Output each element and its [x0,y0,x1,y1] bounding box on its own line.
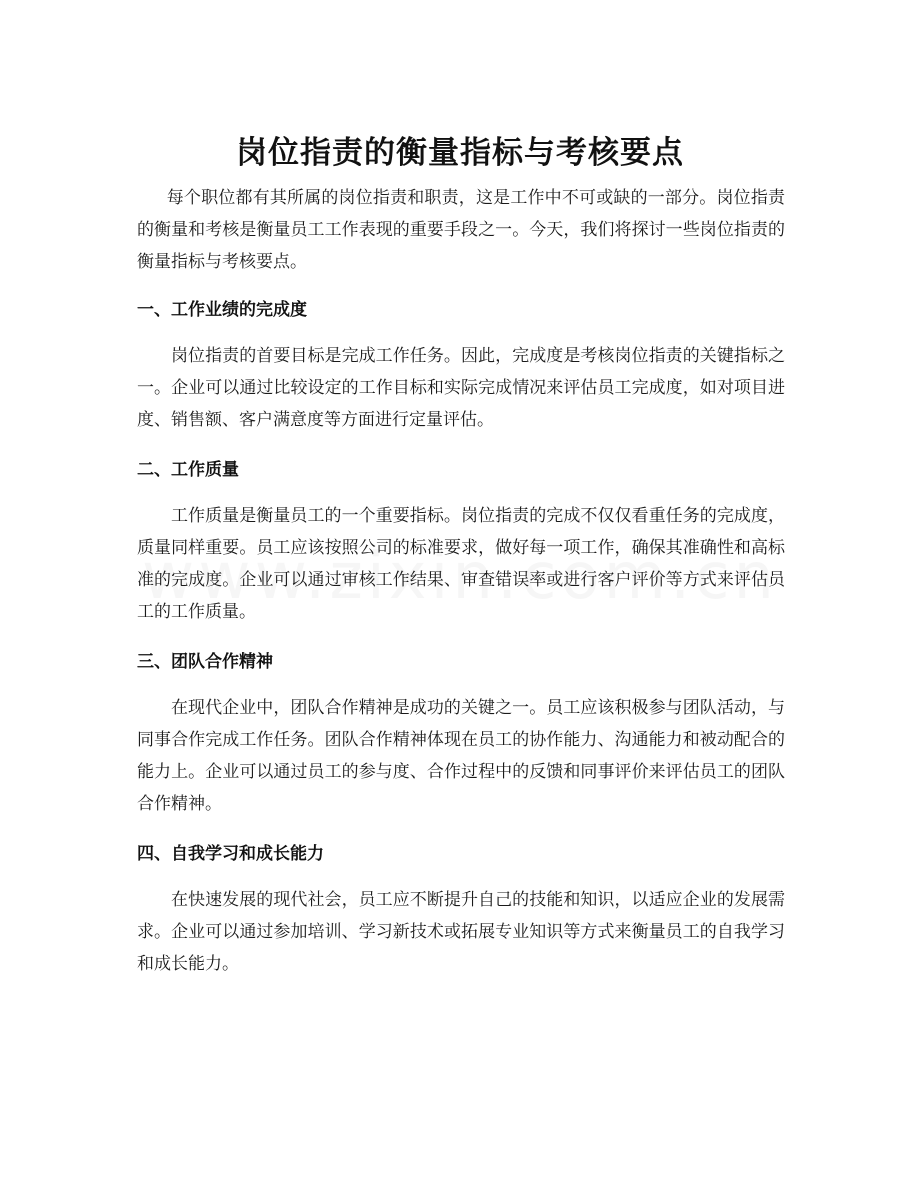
section-paragraph: 岗位指责的首要目标是完成工作任务。因此，完成度是考核岗位指责的关键指标之一。企业可以通过比较设定的工作目标和实际完成情况来评估员工完成度，如对项目进度、销售额、客户满意度等方面进行定量评估。 [137,346,785,430]
section-quality [137,458,785,628]
section-paragraph: 工作质量是衡量员工的一个重要指标。岗位指责的完成不仅仅看重任务的完成度，质量同样重要。员工应该按照公司的标准要求，做好每一项工作，确保其准确性和高标准的完成度。企业可以通过审核工作结果、审查错误率或进行客户评价等方式来评估员工的工作质量。 [137,506,785,622]
intro-paragraph: 每个职位都有其所属的岗位指责和职责，这是工作中不可或缺的一部分。岗位指责的衡量和考核是衡量员工工作表现的重要手段之一。今天，我们将探讨一些岗位指责的衡量指标与考核要点。 [137,188,785,272]
section-heading: 二、工作质量 [137,460,239,480]
document-title: 岗位指责的衡量指标与考核要点 [236,134,684,171]
section-teamwork [137,650,785,820]
section-completion [137,298,785,436]
section-heading: 三、团队合作精神 [137,652,273,672]
section-paragraph: 在现代企业中，团队合作精神是成功的关键之一。员工应该积极参与团队活动，与同事合作完成工作任务。团队合作精神体现在员工的协作能力、沟通能力和被动配合的能力上。企业可以通过员工的参与度、合作过程中的反馈和同事评价来评估员工的团队合作精神。 [137,698,785,814]
section-paragraph: 在快速发展的现代社会，员工应不断提升自己的技能和知识，以适应企业的发展需求。企业可以通过参加培训、学习新技术或拓展专业知识等方式来衡量员工的自我学习和成长能力。 [137,890,785,974]
document-body [137,182,785,980]
section-heading: 一、工作业绩的完成度 [137,300,307,320]
section-learning [137,842,785,980]
section-heading: 四、自我学习和成长能力 [137,844,324,864]
